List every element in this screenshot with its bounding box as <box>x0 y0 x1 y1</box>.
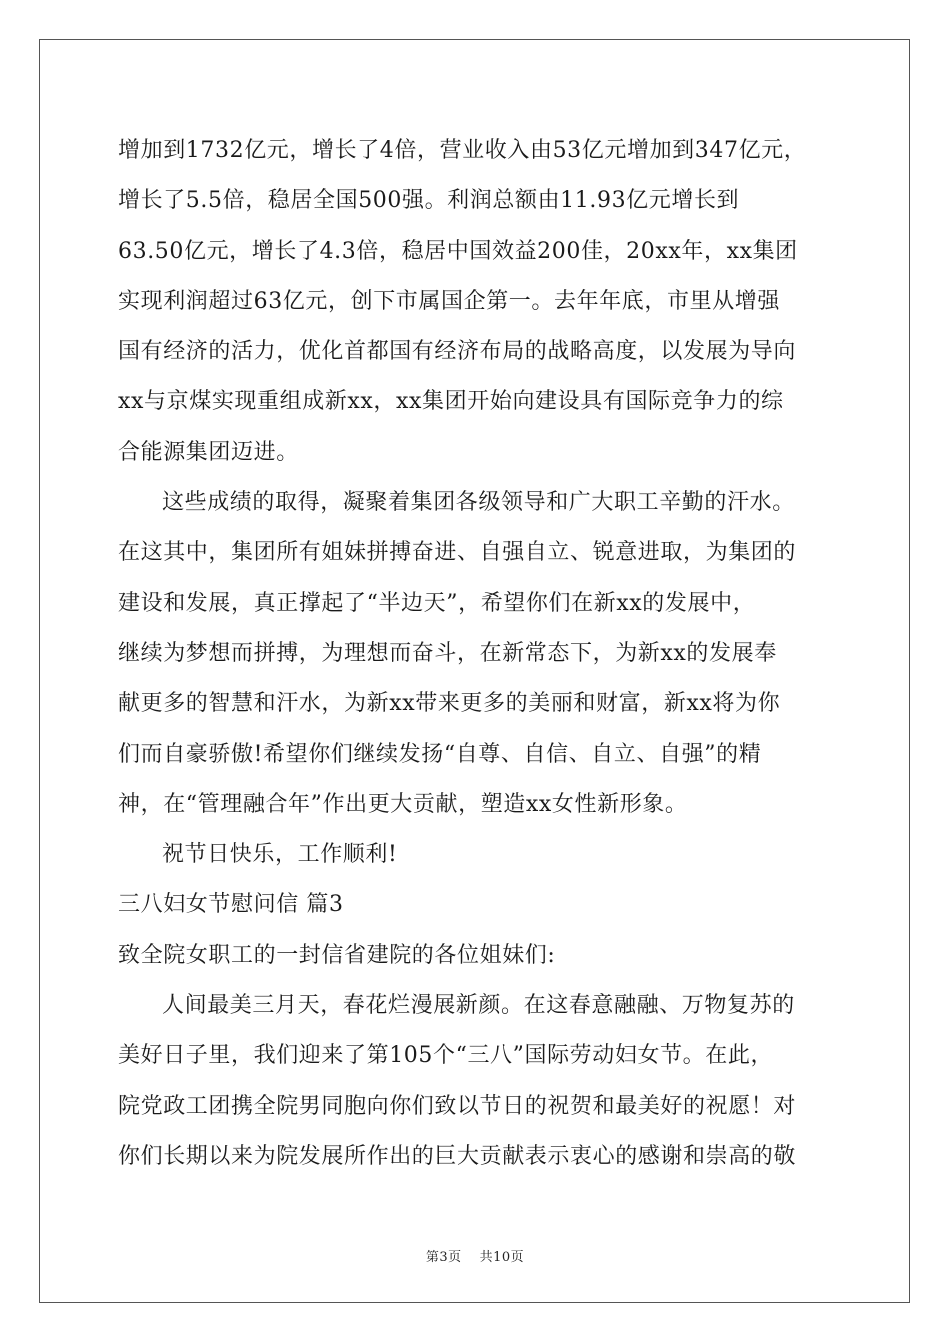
text-line: xx与京煤实现重组成新xx，xx集团开始向建设具有国际竞争力的综 <box>118 389 784 415</box>
page-footer <box>0 1246 950 1265</box>
page-number: 第3页 <box>425 1250 462 1265</box>
document-body <box>118 126 838 1182</box>
text-line: 院党政工团携全院男同胞向你们致以节日的祝贺和最美好的祝愿！对 <box>118 1093 797 1119</box>
text-line: 美好日子里，我们迎来了第105个“三八”国际劳动妇女节。在此， <box>118 1043 774 1069</box>
text-line: 实现利润超过63亿元，创下市属国企第一。去年年底，市里从增强 <box>118 288 780 314</box>
text-line: 63.50亿元，增长了4.3倍，稳居中国效益200佳，20xx年，xx集团 <box>118 238 798 264</box>
text-line: 献更多的智慧和汗水，为新xx带来更多的美丽和财富，新xx将为你 <box>118 691 781 717</box>
text-line: 增长了5.5倍，稳居全国500强。利润总额由11.93亿元增长到 <box>118 188 740 214</box>
text-line: 人间最美三月天，春花烂漫展新颜。在这春意融融、万物复苏的 <box>162 993 795 1019</box>
text-line: 建设和发展，真正撑起了“半边天”，希望你们在新xx的发展中， <box>118 590 756 616</box>
text-line: 增加到1732亿元，增长了4倍，营业收入由53亿元增加到347亿元， <box>118 138 807 163</box>
page-total: 共10页 <box>479 1250 525 1265</box>
text-line: 在这其中，集团所有姐妹拼搏奋进、自强自立、锐意进取，为集团的 <box>118 540 797 566</box>
text-line: 们而自豪骄傲!希望你们继续发扬“自尊、自信、自立、自强”的精 <box>118 741 762 767</box>
text-line: 三八妇女节慰问信 篇3 <box>118 892 344 918</box>
text-line: 这些成绩的取得，凝聚着集团各级领导和广大职工辛勤的汗水。 <box>162 490 795 516</box>
text-line: 继续为梦想而拼搏，为理想而奋斗，在新常态下，为新xx的发展奉 <box>118 640 777 666</box>
text-line: 国有经济的活力，优化首都国有经济布局的战略高度，以发展为导向 <box>118 339 797 365</box>
text-line: 合能源集团迈进。 <box>118 439 299 465</box>
text-line: 神，在“管理融合年”作出更大贡献，塑造xx女性新形象。 <box>118 791 688 817</box>
text-line: 你们长期以来为院发展所作出的巨大贡献表示衷心的感谢和崇高的敬 <box>118 1143 797 1169</box>
text-line: 致全院女职工的一封信省建院的各位姐妹们: <box>118 942 556 968</box>
text-line: 祝节日快乐，工作顺利! <box>162 842 398 868</box>
